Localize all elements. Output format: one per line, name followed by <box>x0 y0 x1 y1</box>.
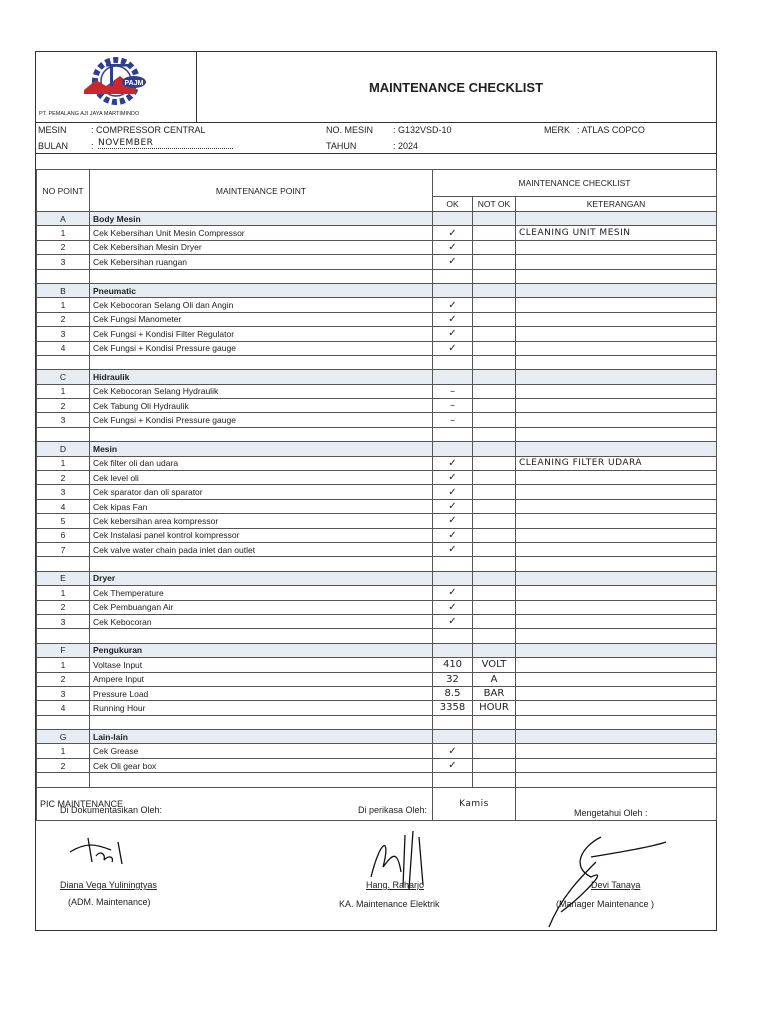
spacer-cell <box>516 773 717 787</box>
item-point: Pressure Load <box>90 686 433 700</box>
item-no: 2 <box>37 399 90 413</box>
item-point: Cek Fungsi + Kondisi Filter Regulator <box>90 327 433 341</box>
spacer-cell <box>37 715 90 729</box>
section-name: Body Mesin <box>90 212 433 226</box>
spacer-cell <box>433 715 473 729</box>
spacer-row <box>37 557 717 571</box>
item-keterangan <box>516 312 717 326</box>
spacer-cell <box>433 355 473 369</box>
col-header-ok: OK <box>433 197 473 212</box>
sig-heading-documented: Di Dokumentasikan Oleh: <box>60 805 163 815</box>
item-keterangan <box>516 499 717 513</box>
spacer-cell <box>473 629 516 643</box>
item-keterangan <box>516 542 717 556</box>
spacer-row <box>37 629 717 643</box>
table-row <box>37 327 717 341</box>
section-row <box>37 370 717 384</box>
table-row <box>37 413 717 427</box>
document-header <box>36 52 716 123</box>
sig-heading-checked: Di perikasa Oleh: <box>358 805 428 815</box>
col-header-checklist: MAINTENANCE CHECKLIST <box>433 170 717 197</box>
table-row <box>37 255 717 269</box>
page-title: MAINTENANCE CHECKLIST <box>368 80 544 95</box>
item-point: Voltase Input <box>90 658 433 672</box>
item-point: Cek Grease <box>90 744 433 758</box>
item-point: Cek Kebersihan ruangan <box>90 255 433 269</box>
spacer-row <box>37 269 717 283</box>
spacer-cell <box>37 427 90 441</box>
table-row <box>37 672 717 686</box>
section-empty <box>473 283 516 297</box>
section-empty <box>516 643 717 657</box>
col-header-no-point: NO POINT <box>37 170 90 212</box>
item-ok: – <box>433 384 473 398</box>
table-row <box>37 586 717 600</box>
bulan-label: BULAN <box>38 141 69 151</box>
item-point: Cek Fungsi + Kondisi Pressure gauge <box>90 341 433 355</box>
spacer-cell <box>473 773 516 787</box>
item-keterangan <box>516 758 717 772</box>
table-row <box>37 701 717 715</box>
section-empty <box>473 370 516 384</box>
divider <box>36 153 716 154</box>
item-not-ok <box>473 413 516 427</box>
item-keterangan <box>516 485 717 499</box>
spacer-cell <box>516 269 717 283</box>
pic-value: Kamis <box>433 787 516 820</box>
spacer-row <box>37 773 717 787</box>
item-ok: 3358 <box>433 701 473 715</box>
item-ok: ✓ <box>433 226 473 240</box>
item-point: Cek Instalasi panel kontrol kompressor <box>90 528 433 542</box>
item-keterangan <box>516 399 717 413</box>
item-not-ok: VOLT <box>473 658 516 672</box>
item-ok: ✓ <box>433 499 473 513</box>
section-empty <box>473 643 516 657</box>
item-ok: ✓ <box>433 586 473 600</box>
item-point: Cek Kebocoran Selang Oli dan Angin <box>90 298 433 312</box>
item-not-ok <box>473 614 516 628</box>
sig-name-hang: Hang. Raharjo <box>366 880 425 890</box>
spacer-cell <box>37 773 90 787</box>
item-not-ok <box>473 312 516 326</box>
section-row <box>37 212 717 226</box>
item-point: Cek Kebocoran <box>90 614 433 628</box>
item-point: Ampere Input <box>90 672 433 686</box>
item-ok: – <box>433 413 473 427</box>
item-no: 6 <box>37 528 90 542</box>
item-point: Cek Pembuangan Air <box>90 600 433 614</box>
item-ok: 32 <box>433 672 473 686</box>
sig-role-devi: (Manager Maintenance ) <box>556 899 655 909</box>
item-not-ok <box>473 298 516 312</box>
item-ok: ✓ <box>433 471 473 485</box>
spacer-row <box>37 427 717 441</box>
sig-heading-acknowledged: Mengetahui Oleh : <box>574 808 648 818</box>
item-ok: 410 <box>433 658 473 672</box>
item-no: 2 <box>37 672 90 686</box>
merk-label: MERK <box>544 125 571 135</box>
item-no: 2 <box>37 312 90 326</box>
table-row <box>37 312 717 326</box>
section-name: Mesin <box>90 442 433 456</box>
item-keterangan <box>516 255 717 269</box>
item-no: 3 <box>37 614 90 628</box>
item-not-ok <box>473 744 516 758</box>
item-not-ok: HOUR <box>473 701 516 715</box>
signature-diana <box>66 832 136 872</box>
item-point: Cek Tabung Oli Hydraulik <box>90 399 433 413</box>
item-point: Cek valve water chain pada inlet dan outlet <box>90 542 433 556</box>
section-name: Hidraulik <box>90 370 433 384</box>
spacer-cell <box>90 715 433 729</box>
item-ok: 8.5 <box>433 686 473 700</box>
item-point: Cek Fungsi Manometer <box>90 312 433 326</box>
item-keterangan <box>516 413 717 427</box>
col-header-maintenance-point: MAINTENANCE POINT <box>90 170 433 212</box>
item-not-ok <box>473 542 516 556</box>
item-ok: ✓ <box>433 298 473 312</box>
item-no: 5 <box>37 514 90 528</box>
item-no: 1 <box>37 744 90 758</box>
item-point: Cek Kebersihan Mesin Dryer <box>90 240 433 254</box>
item-not-ok <box>473 514 516 528</box>
tahun-value: : 2024 <box>393 141 419 151</box>
section-code: C <box>37 370 90 384</box>
item-no: 1 <box>37 586 90 600</box>
spacer-cell <box>90 427 433 441</box>
item-ok: ✓ <box>433 485 473 499</box>
item-not-ok <box>473 456 516 470</box>
item-point: Cek Themperature <box>90 586 433 600</box>
tahun-label: TAHUN <box>326 141 357 151</box>
table-row <box>37 686 717 700</box>
spacer-cell <box>37 269 90 283</box>
no-mesin-label: NO. MESIN <box>326 125 374 135</box>
item-no: 2 <box>37 600 90 614</box>
item-keterangan <box>516 341 717 355</box>
item-ok: ✓ <box>433 744 473 758</box>
item-ok: ✓ <box>433 255 473 269</box>
section-row <box>37 571 717 585</box>
table-row <box>37 226 717 240</box>
no-mesin-value: : G132VSD-10 <box>393 125 452 135</box>
item-keterangan: CLEANING FILTER UDARA <box>516 456 717 470</box>
item-point: Cek Fungsi + Kondisi Pressure gauge <box>90 413 433 427</box>
spacer-cell <box>433 557 473 571</box>
spacer-cell <box>473 269 516 283</box>
section-code: G <box>37 730 90 744</box>
checklist-sheet <box>35 51 717 931</box>
pic-label: PIC MAINTENANCE <box>37 787 433 820</box>
logo-text: PAJM <box>124 80 144 87</box>
section-code: D <box>37 442 90 456</box>
table-row <box>37 542 717 556</box>
item-keterangan <box>516 672 717 686</box>
table-row <box>37 758 717 772</box>
item-no: 1 <box>37 226 90 240</box>
sig-role-diana: (ADM. Maintenance) <box>68 897 151 907</box>
item-keterangan <box>516 327 717 341</box>
item-not-ok <box>473 226 516 240</box>
section-row <box>37 442 717 456</box>
spacer-cell <box>433 629 473 643</box>
item-no: 3 <box>37 485 90 499</box>
item-ok: ✓ <box>433 312 473 326</box>
item-not-ok <box>473 327 516 341</box>
item-no: 1 <box>37 298 90 312</box>
section-empty <box>516 283 717 297</box>
item-keterangan <box>516 614 717 628</box>
spacer-cell <box>473 715 516 729</box>
item-ok: ✓ <box>433 514 473 528</box>
section-empty <box>433 283 473 297</box>
section-empty <box>473 442 516 456</box>
spacer-cell <box>37 629 90 643</box>
section-name: Pneumatic <box>90 283 433 297</box>
item-point: Cek Kebocoran Selang Hydraulik <box>90 384 433 398</box>
item-no: 3 <box>37 327 90 341</box>
spacer-cell <box>516 715 717 729</box>
item-ok: ✓ <box>433 341 473 355</box>
item-no: 2 <box>37 758 90 772</box>
table-row <box>37 341 717 355</box>
section-row <box>37 730 717 744</box>
item-no: 3 <box>37 686 90 700</box>
item-not-ok <box>473 341 516 355</box>
signature-devi <box>541 817 671 937</box>
item-not-ok <box>473 600 516 614</box>
col-header-keterangan: KETERANGAN <box>516 197 717 212</box>
item-keterangan <box>516 528 717 542</box>
spacer-cell <box>516 629 717 643</box>
item-ok: – <box>433 399 473 413</box>
item-not-ok <box>473 528 516 542</box>
spacer-cell <box>90 355 433 369</box>
item-ok: ✓ <box>433 542 473 556</box>
item-not-ok <box>473 485 516 499</box>
company-name: PT. PEMALANG AJI JAYA MARTIMINDO <box>39 111 140 117</box>
item-point: Cek Oli gear box <box>90 758 433 772</box>
section-name: Pengukuran <box>90 643 433 657</box>
section-empty <box>433 643 473 657</box>
item-no: 4 <box>37 341 90 355</box>
item-keterangan <box>516 298 717 312</box>
item-no: 2 <box>37 240 90 254</box>
table-row <box>37 240 717 254</box>
item-not-ok <box>473 384 516 398</box>
item-no: 3 <box>37 413 90 427</box>
spacer-cell <box>516 427 717 441</box>
table-row <box>37 399 717 413</box>
section-empty <box>516 370 717 384</box>
item-keterangan <box>516 240 717 254</box>
section-empty <box>516 571 717 585</box>
spacer-cell <box>516 355 717 369</box>
item-not-ok <box>473 255 516 269</box>
item-no: 1 <box>37 384 90 398</box>
item-ok: ✓ <box>433 758 473 772</box>
spacer-row <box>37 355 717 369</box>
sig-name-diana: Diana Vega Yuliningtyas <box>60 880 157 890</box>
spacer-cell <box>473 427 516 441</box>
section-empty <box>433 730 473 744</box>
item-keterangan <box>516 586 717 600</box>
spacer-row <box>37 715 717 729</box>
merk-value: : ATLAS COPCO <box>577 125 645 135</box>
section-empty <box>433 370 473 384</box>
item-point: Cek kebersihan area kompressor <box>90 514 433 528</box>
item-ok: ✓ <box>433 600 473 614</box>
item-not-ok <box>473 758 516 772</box>
spacer-cell <box>37 557 90 571</box>
item-keterangan <box>516 514 717 528</box>
col-header-not-ok: NOT OK <box>473 197 516 212</box>
section-code: A <box>37 212 90 226</box>
item-not-ok <box>473 240 516 254</box>
table-row <box>37 485 717 499</box>
spacer-cell <box>473 557 516 571</box>
bulan-colon: : <box>91 141 94 151</box>
item-keterangan: CLEANING UNIT MESIN <box>516 226 717 240</box>
table-row <box>37 744 717 758</box>
item-no: 1 <box>37 658 90 672</box>
table-row <box>37 614 717 628</box>
sig-role-hang: KA. Maintenance Elektrik <box>339 899 440 909</box>
section-row <box>37 643 717 657</box>
section-code: E <box>37 571 90 585</box>
item-point: Cek kipas Fan <box>90 499 433 513</box>
item-point: Cek level oli <box>90 471 433 485</box>
item-ok: ✓ <box>433 528 473 542</box>
section-empty <box>433 212 473 226</box>
table-row <box>37 600 717 614</box>
item-not-ok: A <box>473 672 516 686</box>
section-empty <box>473 571 516 585</box>
checklist-table <box>36 169 717 821</box>
item-keterangan <box>516 384 717 398</box>
spacer-cell <box>90 629 433 643</box>
checklist-body <box>37 212 717 788</box>
table-row <box>37 456 717 470</box>
item-no: 2 <box>37 471 90 485</box>
company-logo <box>76 54 156 109</box>
table-row <box>37 658 717 672</box>
item-no: 4 <box>37 701 90 715</box>
spacer-cell <box>90 269 433 283</box>
section-name: Lain-lain <box>90 730 433 744</box>
company-logo-box <box>36 52 197 122</box>
item-point: Running Hour <box>90 701 433 715</box>
bulan-value: NOVEMBER <box>98 138 233 149</box>
spacer-cell <box>433 269 473 283</box>
section-empty <box>516 442 717 456</box>
item-keterangan <box>516 686 717 700</box>
item-not-ok: BAR <box>473 686 516 700</box>
item-not-ok <box>473 399 516 413</box>
table-row <box>37 298 717 312</box>
item-no: 3 <box>37 255 90 269</box>
table-row <box>37 528 717 542</box>
table-row <box>37 499 717 513</box>
item-keterangan <box>516 701 717 715</box>
item-not-ok <box>473 499 516 513</box>
table-row <box>37 471 717 485</box>
section-empty <box>433 442 473 456</box>
spacer-cell <box>37 355 90 369</box>
item-no: 1 <box>37 456 90 470</box>
table-row <box>37 384 717 398</box>
section-code: F <box>37 643 90 657</box>
spacer-cell <box>433 427 473 441</box>
item-ok: ✓ <box>433 240 473 254</box>
spacer-cell <box>90 773 433 787</box>
table-row <box>37 514 717 528</box>
item-ok: ✓ <box>433 614 473 628</box>
item-keterangan <box>516 744 717 758</box>
sig-name-devi: Devi Tanaya <box>591 880 641 890</box>
item-not-ok <box>473 471 516 485</box>
item-keterangan <box>516 658 717 672</box>
spacer-cell <box>516 557 717 571</box>
section-code: B <box>37 283 90 297</box>
item-not-ok <box>473 586 516 600</box>
item-point: Cek Kebersihan Unit Mesin Compressor <box>90 226 433 240</box>
spacer-cell <box>90 557 433 571</box>
item-ok: ✓ <box>433 327 473 341</box>
section-empty <box>516 730 717 744</box>
section-empty <box>516 212 717 226</box>
item-no: 7 <box>37 542 90 556</box>
item-keterangan <box>516 471 717 485</box>
section-empty <box>433 571 473 585</box>
section-empty <box>473 212 516 226</box>
spacer-cell <box>473 355 516 369</box>
mesin-label: MESIN <box>38 125 67 135</box>
section-empty <box>473 730 516 744</box>
item-no: 4 <box>37 499 90 513</box>
item-keterangan <box>516 600 717 614</box>
item-point: Cek sparator dan oli sparator <box>90 485 433 499</box>
item-point: Cek filter oli dan udara <box>90 456 433 470</box>
mesin-value: : COMPRESSOR CENTRAL <box>91 125 206 135</box>
section-name: Dryer <box>90 571 433 585</box>
spacer-cell <box>433 773 473 787</box>
item-ok: ✓ <box>433 456 473 470</box>
section-row <box>37 283 717 297</box>
